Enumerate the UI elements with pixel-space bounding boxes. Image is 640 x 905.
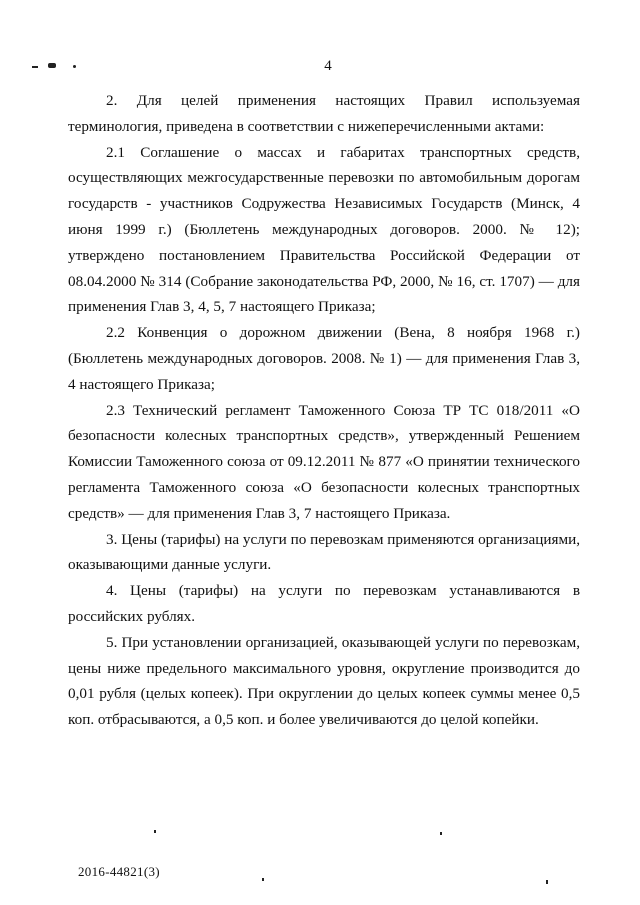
paragraph-2: 2. Для целей применения настоящих Правил используемая терминология, приведена в соответствии с нижеперечисленными актами: (68, 92, 580, 135)
page-number: 4 (324, 58, 332, 74)
paragraph-2-3: 2.3 Технический регламент Таможенного Союза ТР ТС 018/2011 «О безопасности колесных транспортных средств», утвержденный Решением Комиссии Таможенного союза от 09.12.2011 № 877 «О принятии технического регламента Таможенного союза «О безопасности колесных транспортных средств» — для применения Глав 3, 7 настоящего Приказа. (68, 401, 580, 522)
paragraph-5: 5. При установлении организацией, оказывающей услуги по перевозкам, цены ниже предельного максимального уровня, округление производится до 0,01 рубля (целых копеек). При округлении до целых копеек суммы менее 0,5 коп. отбрасываются, а 0,5 коп. и более увеличиваются до целой копейки. (68, 633, 580, 729)
paragraph-2-1: 2.1 Соглашение о массах и габаритах транспортных средств, осуществляющих межгосударственные перевозки по автомобильным дорогам государств - участников Содружества Независимых Государств (Минск, 4 июня 1999 г.) (Бюллетень международных договоров. 2000. № 12); утверждено постановлением Правительства Российской Федерации от 08.04.2000 № 314 (Собрание законодательства РФ, 2000, № 16, ст. 1707) — для применения Глав 3, 4, 5, 7 настоящего Приказа; (68, 143, 580, 316)
paragraph-4: 4. Цены (тарифы) на услуги по перевозкам устанавливаются в российских рублях. (68, 582, 580, 625)
paragraph-2-2: 2.2 Конвенция о дорожном движении (Вена, 8 ноября 1968 г.) (Бюллетень международных договоров. 2008. № 1) — для применения Глав 3, 4 настоящего Приказа; (68, 324, 580, 393)
paragraph-3: 3. Цены (тарифы) на услуги по перевозкам применяются организациями, оказывающими данные услуги. (68, 530, 581, 574)
document-code: 2016-44821(3) (78, 864, 160, 879)
document-body (68, 88, 580, 733)
